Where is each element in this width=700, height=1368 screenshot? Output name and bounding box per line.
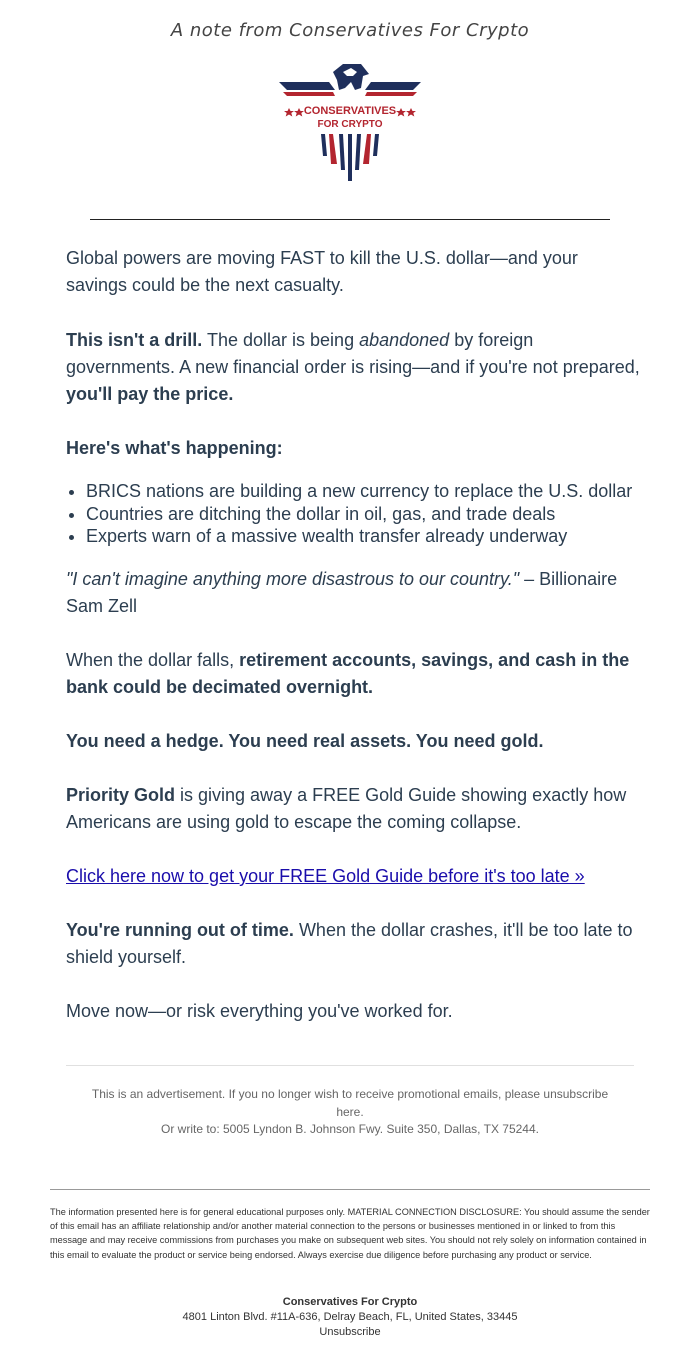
drill-strong: This isn't a drill. — [66, 330, 203, 350]
disclaimer-divider — [50, 1189, 650, 1190]
disclaimer-text: The information presented here is for general educational purposes only. MATERIAL CONNECTION DISCLOSURE: You should assume the sender of this email has an affiliate relationship and/or another material connection to the persons or businesses mentioned in or linked to from this message and may receive commissions from purchases you make on subsequent web sites. You should not rely solely on information contained in this email to evaluate the product or service being endorsed. Always exercise due diligence before purchasing any product or service. — [50, 1207, 650, 1260]
ad-notice[interactable]: This is an advertisement. If you no longer wish to receive promotional emails, please unsubscribe here. — [91, 1087, 609, 1119]
drill-text1: The dollar is being — [202, 330, 360, 350]
paragraph-time — [66, 917, 641, 971]
happening-list — [66, 480, 676, 548]
dollar-falls-strong: retirement accounts, savings, and cash in the bank could be decimated overnight. — [66, 650, 630, 697]
paragraph-move-now: Move now—or risk everything you've worked for. — [66, 1001, 453, 1021]
header-divider — [90, 219, 610, 220]
priority-gold-text: is giving away a FREE Gold Guide showing exactly how Americans are using gold to escape the coming collapse. — [66, 785, 627, 832]
time-strong: You're running out of time. — [66, 920, 294, 940]
paragraph-cta — [66, 863, 641, 890]
ad-divider — [66, 1065, 634, 1066]
conservatives-for-crypto-logo — [277, 60, 423, 182]
sender-footer — [0, 1295, 700, 1340]
drill-em: abandoned — [359, 330, 450, 350]
company-name: Conservatives For Crypto — [282, 1296, 418, 1308]
company-address: 4801 Linton Blvd. #11A-636, Delray Beach, FL, United States, 33445 — [182, 1311, 518, 1323]
list-item: • BRICS nations are building a new currency to replace the U.S. dollar — [86, 480, 676, 503]
quote-attribution: – Billionaire Sam Zell — [66, 569, 618, 616]
header-note: A note from Conservatives For Crypto — [170, 20, 530, 41]
dollar-falls-text: When the dollar falls, — [66, 650, 240, 670]
priority-gold-strong: Priority Gold — [66, 785, 176, 805]
list-item: • Experts warn of a massive wealth transfer already underway — [86, 525, 676, 548]
ad-address: Or write to: 5005 Lyndon B. Johnson Fwy. Suite 350, Dallas, TX 75244. — [161, 1122, 539, 1136]
paragraph-drill — [66, 327, 641, 408]
paragraph-need-gold: You need a hedge. You need real assets. You need gold. — [66, 731, 544, 751]
logo-line2: FOR CRYPTO — [317, 119, 383, 130]
paragraph-intro: Global powers are moving FAST to kill the U.S. dollar—and your savings could be the next casualty. — [66, 248, 578, 295]
time-text: When the dollar crashes, it'll be too late to shield yourself. — [66, 920, 633, 967]
eagle-logo-icon — [277, 60, 423, 182]
paragraph-heading: Here's what's happening: — [66, 438, 283, 458]
quote-text: "I can't imagine anything more disastrous to our country." — [66, 569, 520, 589]
ad-footer — [80, 1086, 620, 1139]
drill-strong2: you'll pay the price. — [66, 384, 234, 404]
unsubscribe-link[interactable]: Unsubscribe — [319, 1326, 381, 1338]
paragraph-quote — [66, 566, 641, 620]
logo-line1: CONSERVATIVES — [303, 105, 397, 117]
drill-text2: by foreign governments. A new financial order is rising—and if you're not prepared, — [66, 330, 640, 377]
paragraph-priority-gold — [66, 782, 641, 836]
paragraph-dollar-falls — [66, 647, 641, 701]
list-item: • Countries are ditching the dollar in oil, gas, and trade deals — [86, 503, 676, 526]
gold-guide-link[interactable]: Click here now to get your FREE Gold Guide before it's too late » — [66, 866, 585, 886]
